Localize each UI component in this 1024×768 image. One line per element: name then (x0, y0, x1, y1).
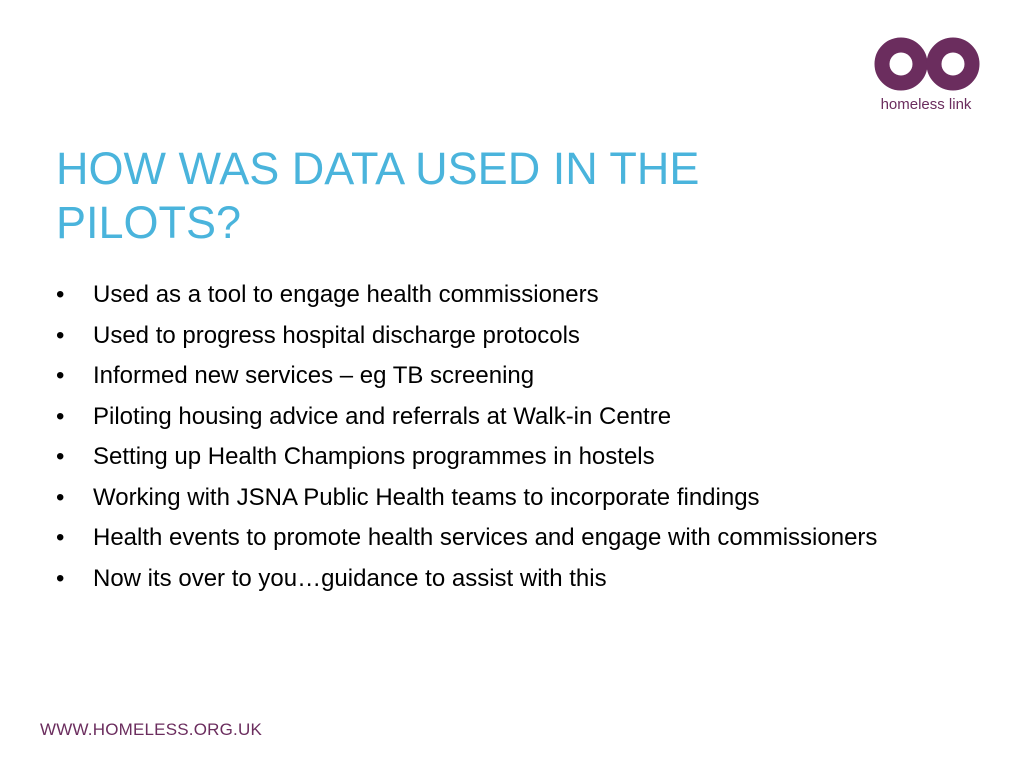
bullet-icon: • (56, 402, 65, 430)
linked-rings-icon (873, 36, 981, 92)
bullet-text: Used to progress hospital discharge protocols (93, 321, 580, 349)
bullet-item (56, 440, 956, 474)
bullet-item (56, 319, 956, 353)
bullet-text: Piloting housing advice and referrals at Walk-in Centre (93, 402, 672, 430)
bullet-icon: • (56, 281, 65, 308)
bullet-text: Health events to promote health services and engage with commissioners (93, 524, 878, 551)
bullet-text: Setting up Health Champions programmes in hostels (93, 443, 655, 470)
bullet-item (56, 359, 956, 393)
logo-text: homeless link (880, 96, 972, 113)
bullet-icon: • (56, 321, 65, 349)
bullet-icon: • (56, 483, 65, 511)
bullet-text: Informed new services – eg TB screening (93, 362, 535, 389)
footer-url: WWW.HOMELESS.ORG.UK (40, 720, 262, 739)
bullet-text: Used as a tool to engage health commissioners (93, 281, 599, 308)
bullet-item (56, 481, 956, 515)
bullet-list (56, 278, 956, 602)
bullet-icon: • (56, 524, 65, 551)
bullet-item (56, 278, 956, 312)
bullet-icon: • (56, 362, 65, 389)
bullet-text: Now its over to you…guidance to assist with this (93, 564, 607, 592)
slide-title: HOW WAS DATA USED IN THE PILOTS? (56, 143, 700, 248)
bullet-text: Working with JSNA Public Health teams to incorporate findings (93, 483, 760, 511)
homeless-link-logo (870, 32, 990, 118)
bullet-icon: • (56, 443, 65, 470)
bullet-item (56, 521, 956, 555)
bullet-icon: • (56, 564, 65, 592)
bullet-item (56, 562, 956, 596)
bullet-item (56, 400, 956, 434)
